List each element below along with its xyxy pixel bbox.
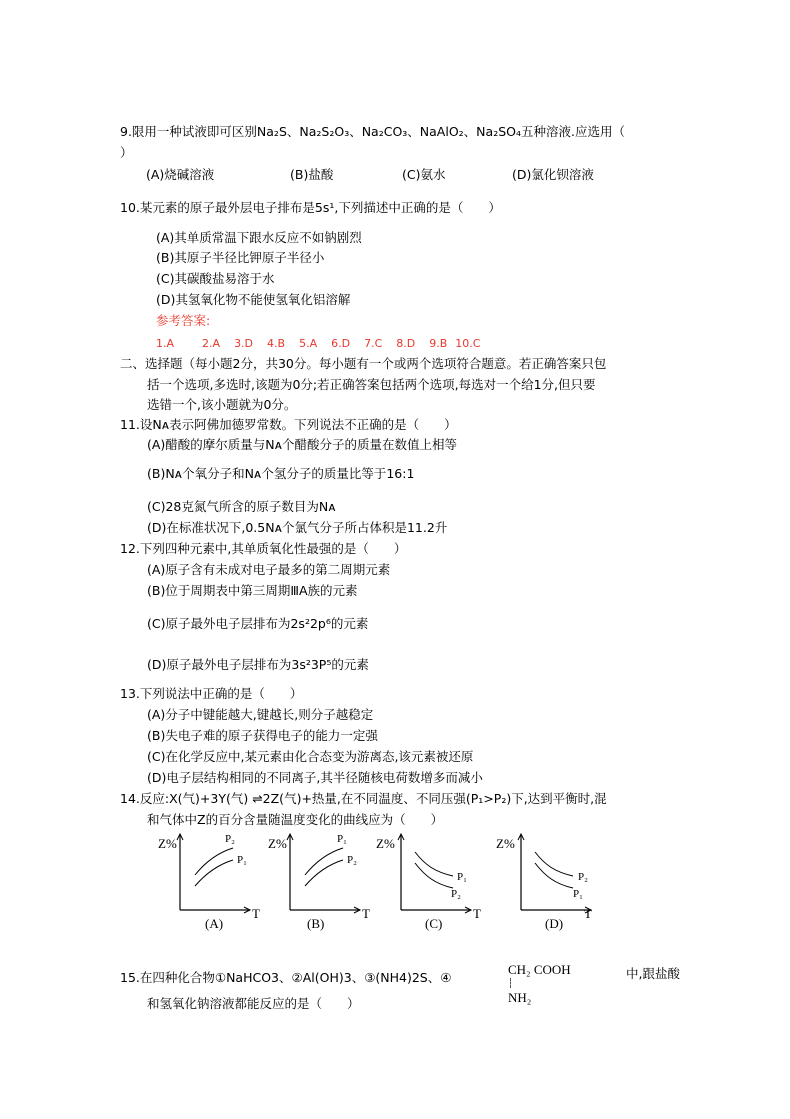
q14-line2: 和气体中Z的百分含量随温度变化的曲线应为（ ） <box>147 812 444 827</box>
answer-4: 4.B <box>267 337 286 350</box>
graph-a-svg <box>155 830 270 935</box>
graph-c-svg <box>373 830 493 935</box>
q9-option-a: (A)烧碱溶液 <box>146 167 215 182</box>
answer-1: 1.A <box>156 337 175 350</box>
graph-b-svg <box>265 830 380 935</box>
q10-option-d: (D)其氢氧化物不能使氢氧化铝溶解 <box>156 292 351 307</box>
graph-b-curve-bottom <box>305 860 343 886</box>
graph-d-svg <box>493 830 608 935</box>
q15-line1: 15.在四种化合物①NaHCO3、②Al(OH)3、③(NH4)2S、④ <box>120 970 452 985</box>
q11-option-c: (C)28克氮气所含的原子数目为Nᴀ <box>147 499 336 514</box>
q9-option-c: (C)氨水 <box>402 167 446 182</box>
q15-struct-bond <box>510 978 512 988</box>
graph-b-bottom-label: P₂ <box>347 854 357 866</box>
answers-label: 参考答案: <box>156 313 211 328</box>
answer-7: 7.C <box>364 337 383 350</box>
q14-line1: 14.反应:X(气)+3Y(气) ⇌2Z(气)+热量,在不同温度、不同压强(P₁>P₂)下,达到平衡时,混 <box>120 791 607 806</box>
graph-d-top-label: P₂ <box>578 871 588 883</box>
graph-d-curve-bottom <box>535 863 573 888</box>
q13-option-c: (C)在化学反应中,某元素由化合态变为游离态,该元素被还原 <box>147 749 474 764</box>
q12-stem: 12.下列四种元素中,其单质氧化性最强的是（ ） <box>120 541 407 556</box>
graph-c-tag: (C) <box>425 916 443 931</box>
graph-c-bottom-label: P₂ <box>451 888 461 900</box>
graph-b-xlabel: T <box>362 906 370 921</box>
q13-stem: 13.下列说法中正确的是（ ） <box>120 686 303 701</box>
answer-10: 10.C <box>455 337 481 350</box>
q10-option-c: (C)其碳酸盐易溶于水 <box>156 271 275 286</box>
q9-option-d: (D)氯化钡溶液 <box>512 167 594 182</box>
q9-stem: 9.限用一种试液即可区别Na₂S、Na₂S₂O₃、Na₂CO₃、NaAlO₂、Na₂SO₄五种溶液.应选用（ <box>120 124 625 139</box>
graph-a-xlabel: T <box>252 906 260 921</box>
q11-stem: 11.设Nᴀ表示阿佛加德罗常数。下列说法不正确的是（ ） <box>120 417 457 432</box>
graph-a-curve-bottom <box>195 860 233 886</box>
answer-3: 3.D <box>234 337 254 350</box>
q11-option-a: (A)醋酸的摩尔质量与Nᴀ个醋酸分子的质量在数值上相等 <box>147 437 458 452</box>
answer-9: 9.B <box>429 337 448 350</box>
q10-option-a: (A)其单质常温下跟水反应不如钠剧烈 <box>156 230 362 245</box>
q10-stem: 10.某元素的原子最外层电子排布是5s¹,下列描述中正确的是（ ） <box>120 200 501 215</box>
graph-c <box>373 830 493 935</box>
answer-5: 5.A <box>299 337 318 350</box>
graph-a <box>155 830 270 935</box>
graph-a-top-label: P₂ <box>225 833 235 845</box>
q13-option-d: (D)电子层结构相同的不同离子,其半径随核电荷数增多而减小 <box>147 770 483 785</box>
graph-b-top-label: P₁ <box>337 833 347 845</box>
graph-d-tag: (D) <box>545 916 564 931</box>
q15-line2: 和氢氧化钠溶液都能反应的是（ ） <box>147 996 360 1011</box>
q15-line1-end: 中,跟盐酸 <box>626 966 680 981</box>
graph-d-curve-top <box>535 852 573 876</box>
q13-option-a: (A)分子中键能越大,键越长,则分子越稳定 <box>147 707 374 722</box>
section2-line3: 选错一个,该小题就为0分。 <box>147 397 297 412</box>
q11-option-d: (D)在标准状况下,0.5Nᴀ个氯气分子所占体积是11.2升 <box>147 520 448 535</box>
q12-option-c: (C)原子最外电子层排布为2s²2p⁶的元素 <box>147 616 369 631</box>
q15-struct-top: CH₂ COOH <box>508 962 571 977</box>
section2-line2: 括一个选项,多选时,该题为0分;若正确答案包括两个选项,每选对一个给1分,但只要 <box>147 377 596 392</box>
q11-option-b: (B)Nᴀ个氧分子和Nᴀ个氢分子的质量比等于16:1 <box>147 466 415 481</box>
graph-d-ylabel: Z% <box>496 836 515 851</box>
q12-option-d: (D)原子最外电子层排布为3s²3P⁵的元素 <box>147 657 369 672</box>
graph-c-curve-top <box>415 852 453 876</box>
q12-option-b: (B)位于周期表中第三周期ⅢA族的元素 <box>147 583 358 598</box>
q15-struct-bottom: NH₂ <box>508 990 532 1005</box>
q9-option-b: (B)盐酸 <box>290 167 334 182</box>
graph-a-ylabel: Z% <box>158 836 177 851</box>
q9-stem-end: ） <box>120 145 133 160</box>
section2-line1: 二、选择题（每小题2分，共30分。每小题有一个或两个选项符合题意。若正确答案只包 <box>120 356 607 371</box>
answer-6: 6.D <box>331 337 351 350</box>
graph-b-tag: (B) <box>307 916 325 931</box>
q12-option-a: (A)原子含有未成对电子最多的第二周期元素 <box>147 562 391 577</box>
graph-b-ylabel: Z% <box>268 836 287 851</box>
answer-8: 8.D <box>396 337 416 350</box>
q10-option-b: (B)其原子半径比钾原子半径小 <box>156 250 325 265</box>
graph-c-top-label: P₁ <box>457 871 467 883</box>
graph-d-bottom-label: P₁ <box>573 888 583 900</box>
q13-option-b: (B)失电子难的原子获得电子的能力一定强 <box>147 728 378 743</box>
graph-a-tag: (A) <box>205 916 224 931</box>
graph-a-bottom-label: P₁ <box>237 854 247 866</box>
answer-2: 2.A <box>202 337 221 350</box>
graph-c-xlabel: T <box>473 906 481 921</box>
graph-d-xlabel: T <box>584 906 592 921</box>
graph-d <box>493 830 608 935</box>
graph-c-curve-bottom <box>415 863 453 888</box>
answers-row <box>156 336 480 352</box>
graph-c-ylabel: Z% <box>376 836 395 851</box>
graph-b <box>265 830 380 935</box>
